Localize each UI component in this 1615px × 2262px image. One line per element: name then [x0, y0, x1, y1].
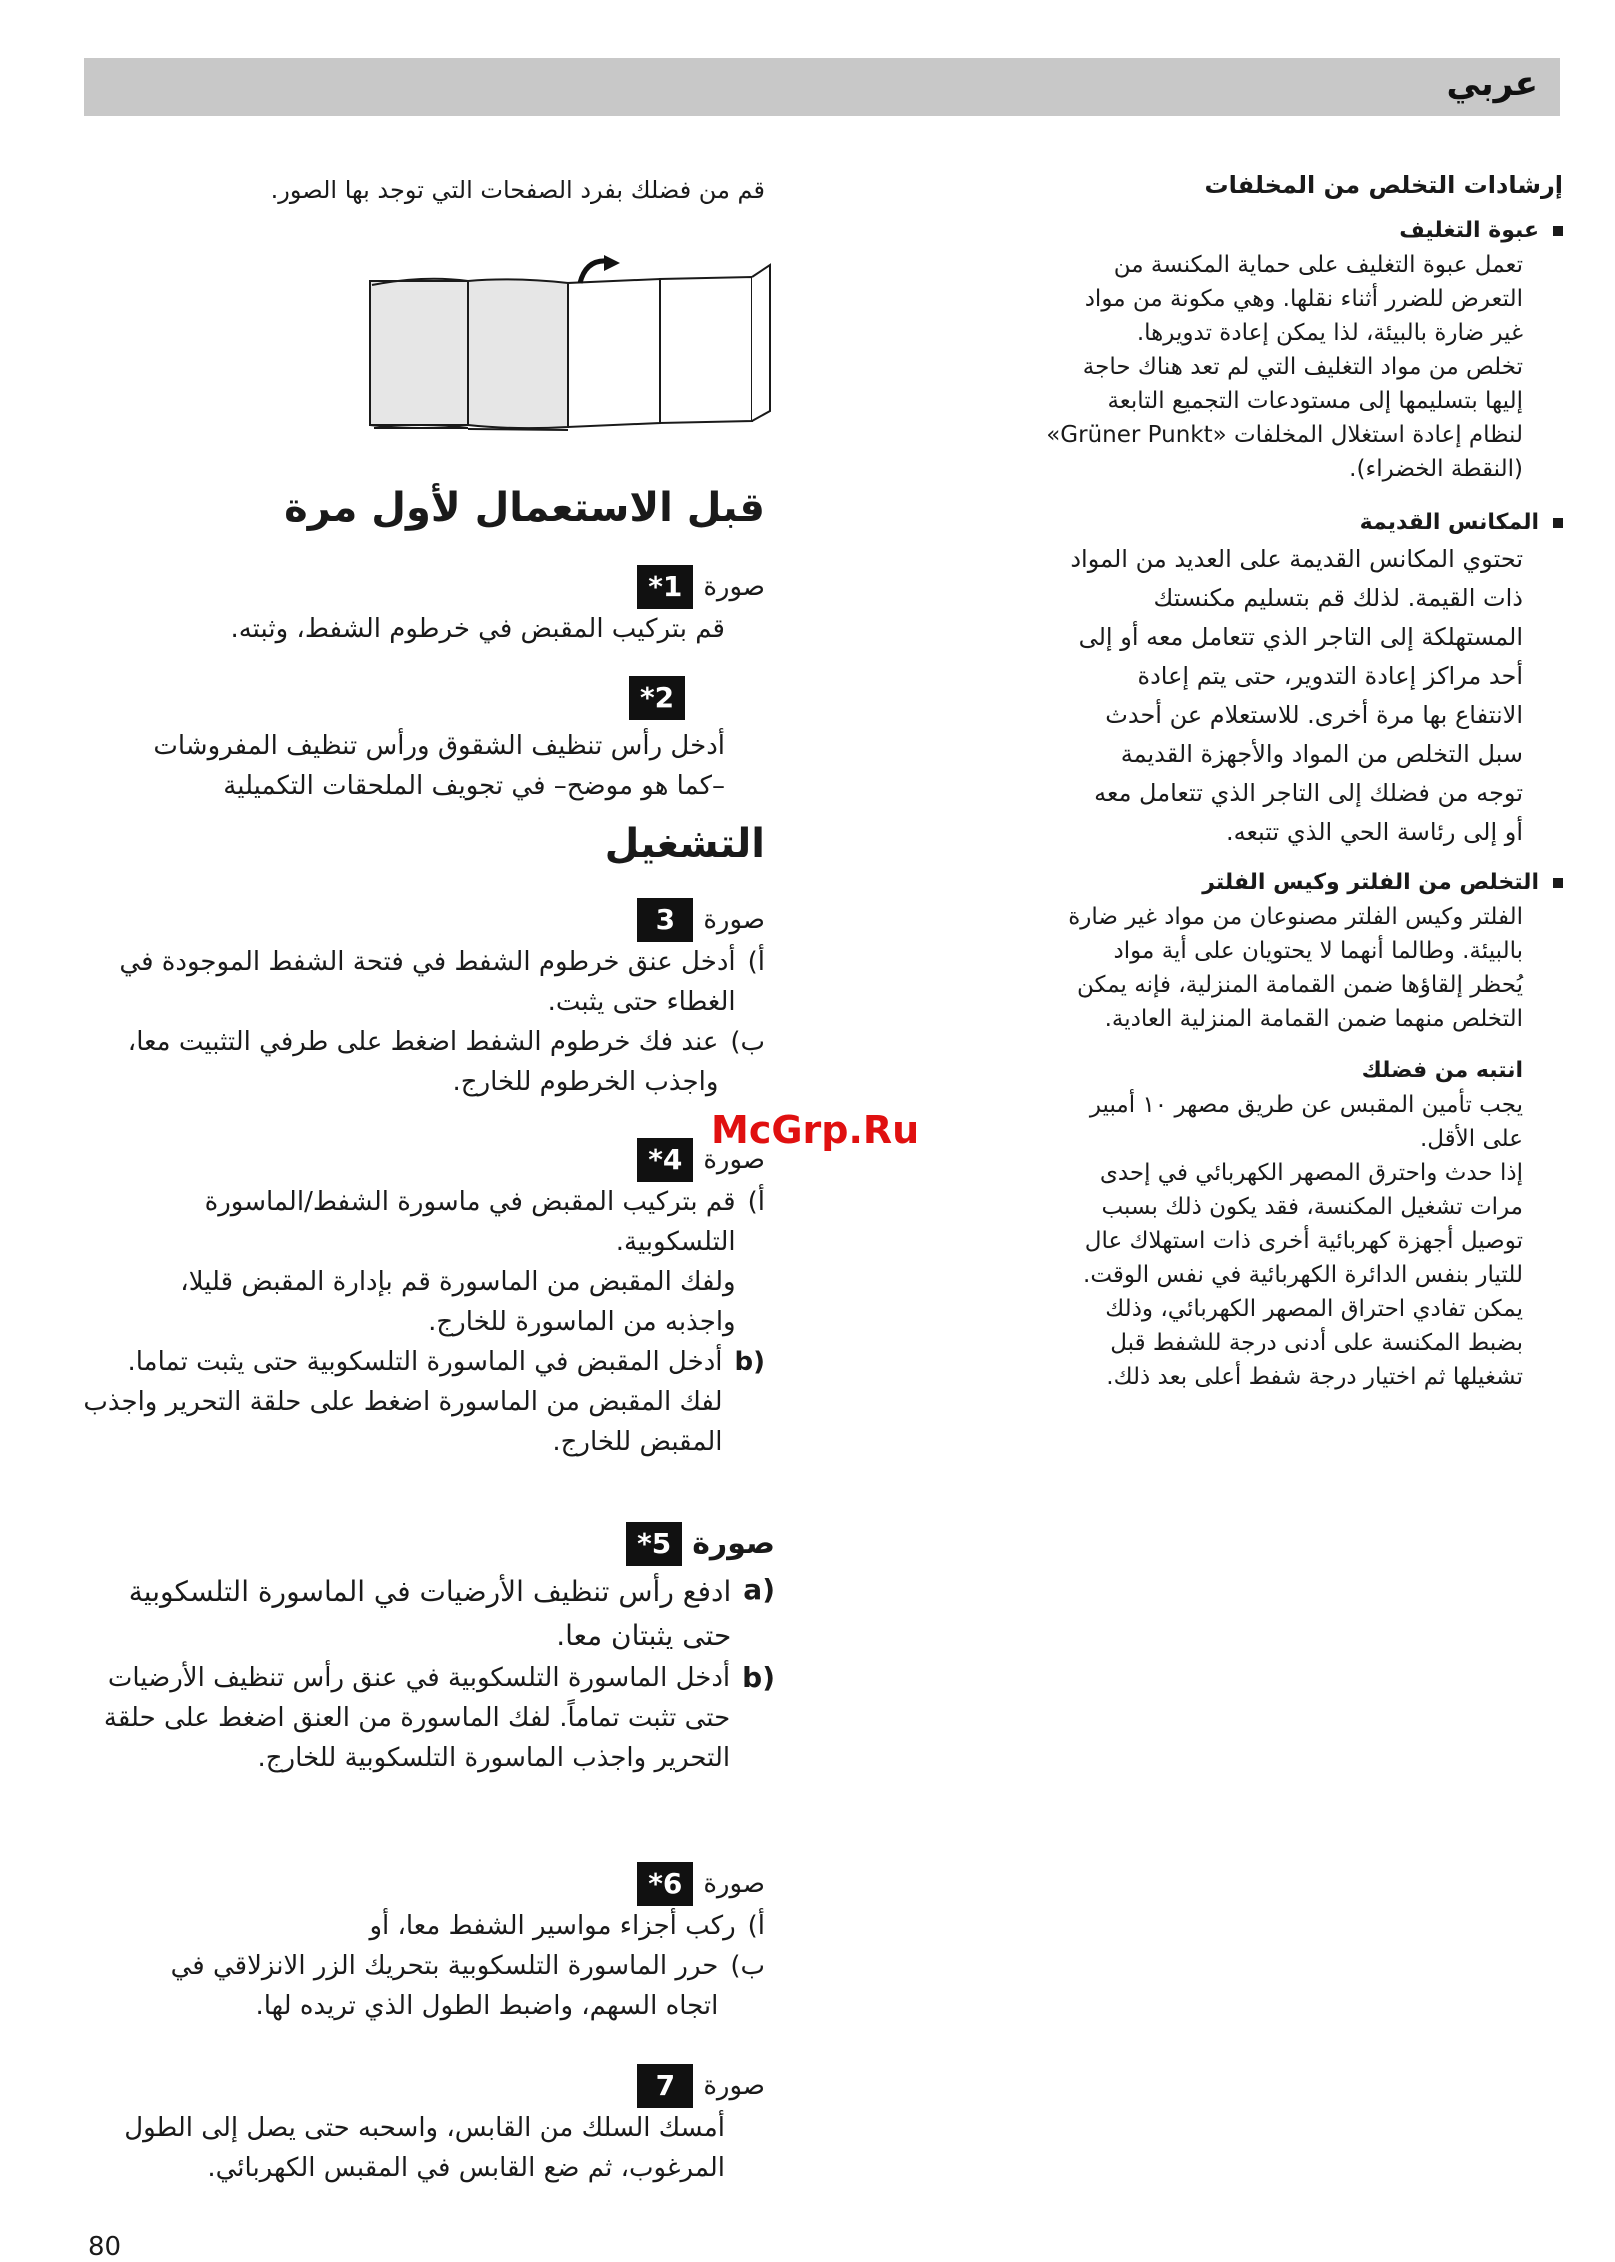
old-appliances-heading: المكانس القديمة — [1359, 510, 1539, 535]
body-line: ذات القيمة. لذلك قم بتسليم مكنستك — [1153, 584, 1523, 612]
old-appliances-body — [993, 540, 1523, 852]
body-line: مرات تشغيل المكنسة، فقد يكون ذلك بسبب — [1101, 1194, 1523, 1220]
figure-word: صورة — [703, 1869, 765, 1899]
section-title-first-use: قبل الاستعمال لأول مرة — [284, 485, 765, 531]
body-line: تخلص من مواد التغليف التي لم تعد هناك حاجة — [1082, 354, 1523, 380]
figure-number-box: *4 — [637, 1138, 693, 1182]
item-line: التحرير واجذب الماسورة التلسكوبية للخارج. — [257, 1743, 731, 1773]
item-line: المقبض للخارج. — [552, 1427, 723, 1457]
figure-2-block — [45, 676, 765, 806]
attention-body — [993, 1088, 1523, 1394]
body-line: للتيار بنفس الدائرة الكهربائية في نفس الوقت. — [1083, 1262, 1523, 1288]
figure-3-block — [45, 898, 765, 1102]
item-line: الغطاء حتى يثبت. — [547, 987, 736, 1017]
attention-section — [993, 1054, 1563, 1394]
item-line: اتجاه السهم، واضبط الطول الذي تريده لها. — [255, 1991, 719, 2021]
figure-word: صورة — [692, 1526, 775, 1561]
item-line: حرر الماسورة التلسكوبية بتحريك الزر الانزلاقي في — [170, 1951, 719, 1981]
item-line: واجذب الخرطوم للخارج. — [452, 1067, 719, 1097]
intro-text: قم من فضلك بفرد الصفحات التي توجد بها الصور. — [270, 176, 765, 204]
figure-number-box: *2 — [629, 676, 685, 720]
body-line: التخلص منهما ضمن القمامة المنزلية العادية. — [1104, 1006, 1523, 1032]
figure-7-block — [45, 2064, 765, 2188]
figure-number-box: *5 — [626, 1522, 682, 1566]
filter-heading: التخلص من الفلتر وكيس الفلتر — [1202, 870, 1539, 895]
bullet-square — [1553, 226, 1563, 236]
body-line: توجه من فضلك إلى التاجر الذي تتعامل معه — [1094, 779, 1523, 807]
figure-2-label — [45, 676, 765, 720]
right-column — [993, 168, 1563, 1394]
language-title: عربي — [1446, 64, 1538, 104]
figure-7-line: أمسك السلك من القابس، واسحبه حتى يصل إلى الطول — [124, 2113, 725, 2143]
list-item — [45, 942, 765, 1022]
item-marker: b) — [742, 1661, 775, 1694]
list-item — [35, 1570, 775, 1658]
item-line: حتى يثبتان معا. — [556, 1619, 732, 1652]
figure-6-block — [45, 1862, 765, 2026]
disposal-title: إرشادات التخلص من المخلفات — [1204, 171, 1563, 199]
list-item — [45, 1182, 765, 1342]
fold-pages-illustration — [364, 255, 784, 435]
figure-word: صورة — [703, 572, 765, 602]
attention-heading: انتبه من فضلك — [1361, 1058, 1523, 1083]
body-line: أو إلى رئاسة الحي الذي تتبعه. — [1225, 818, 1523, 846]
page-number: 80 — [88, 2232, 122, 2262]
body-line: تعمل عبوة التغليف على حماية المكنسة من — [1113, 252, 1523, 278]
item-line: أدخل عنق خرطوم الشفط في فتحة الشفط الموجودة في — [119, 947, 736, 977]
item-marker: a) — [743, 1573, 775, 1606]
bullet-square — [1553, 878, 1563, 888]
filter-body — [993, 900, 1523, 1036]
body-line: بضبط المكنسة على أدنى درجة للشفط قبل — [1110, 1330, 1523, 1356]
body-line: إليها بتسليمها إلى مستودعات التجميع التابعة — [1107, 388, 1523, 414]
body-line: غير ضارة بالبيئة، لذا يمكن إعادة تدويرها. — [1136, 320, 1523, 346]
bullet-square — [1553, 518, 1563, 528]
body-line: أحد مراكز إعادة التدوير، حتى يتم إعادة — [1137, 662, 1523, 690]
body-line: بالبيئة. وطالما أنهما لا يحتويان على أية مواد — [1113, 938, 1523, 964]
body-line: إذا حدث واحترق المصهر الكهربائي في إحدى — [1099, 1160, 1523, 1186]
body-line: تشغيلها ثم اختيار درجة شفط أعلى بعد ذلك. — [1106, 1364, 1523, 1390]
left-sections — [45, 480, 765, 536]
body-line: يمكن تفادي احتراق المصهر الكهربائي، وذلك — [1105, 1296, 1523, 1322]
body-line: لنظام إعادة استغلال المخلفات «Grüner Punkt» — [1046, 422, 1523, 448]
figure-7-label — [45, 2064, 765, 2108]
figure-4-label — [45, 1138, 765, 1182]
section-title-operation: التشغيل — [604, 821, 765, 867]
figure-5-label — [35, 1522, 775, 1566]
item-line: لفك المقبض من الماسورة اضغط على حلقة التحرير واجذب — [83, 1387, 723, 1417]
item-line: عند فك خرطوم الشفط اضغط على طرفي التثبيت معا، — [127, 1027, 719, 1057]
item-marker: ب) — [730, 1027, 765, 1057]
list-item — [35, 1658, 775, 1778]
packaging-heading-row — [993, 214, 1563, 248]
old-appliances-section — [993, 506, 1563, 852]
figure-5-block — [35, 1522, 775, 1778]
figure-word: صورة — [703, 905, 765, 935]
figure-number-box: *6 — [637, 1862, 693, 1906]
figure-2-line: –كما هو موضح– في تجويف الملحقات التكميلية — [223, 771, 725, 801]
item-line: ادفع رأس تنظيف الأرضيات في الماسورة التلسكوبية — [128, 1575, 732, 1608]
figure-4-block — [45, 1138, 765, 1462]
item-line: ولفك المقبض من الماسورة قم بإدارة المقبض قليلا، — [180, 1267, 736, 1297]
figure-1-label — [65, 565, 765, 609]
body-line: (النقطة الخضراء). — [1349, 456, 1523, 482]
figure-number-box: 7 — [637, 2064, 693, 2108]
filter-heading-row — [993, 866, 1563, 900]
list-item — [45, 1946, 765, 2026]
figure-6-label — [45, 1862, 765, 1906]
item-line: قم بتركيب المقبض في ماسورة الشفط/الماسورة — [204, 1187, 736, 1217]
list-item — [45, 1022, 765, 1102]
figure-1-block — [65, 565, 765, 649]
item-line: واجذبه من الماسورة للخارج. — [428, 1307, 736, 1337]
body-line: تحتوي المكانس القديمة على العديد من المواد — [1070, 545, 1523, 573]
body-line: التعرض للضرر أثناء نقلها. وهي مكونة من مواد — [1084, 286, 1523, 312]
body-line: الفلتر وكيس الفلتر مصنوعان من مواد غير ضارة — [1068, 904, 1523, 930]
item-marker: أ) — [747, 1911, 765, 1941]
old-heading-row — [993, 506, 1563, 540]
item-marker: ب) — [730, 1951, 765, 1981]
body-line: الانتفاع بها مرة أخرى. للاستعلام عن أحدث — [1105, 701, 1523, 729]
figure-7-line: المرغوب، ثم ضع القابس في المقبس الكهربائي. — [207, 2153, 725, 2183]
item-marker: أ) — [747, 947, 765, 977]
body-line: يجب تأمين المقبس عن طريق مصهر ١٠ أمبير — [1089, 1092, 1523, 1118]
body-line: توصيل أجهزة كهربائية أخرى ذات استهلاك عال — [1084, 1228, 1523, 1254]
item-marker: b) — [734, 1347, 765, 1377]
watermark: McGrp.Ru — [711, 1108, 920, 1152]
figure-1-text: قم بتركيب المقبض في خرطوم الشفط، وثبته. — [230, 614, 725, 644]
body-line: على الأقل. — [1419, 1126, 1523, 1152]
section-operation — [45, 816, 765, 872]
item-line: أدخل المقبض في الماسورة التلسكوبية حتى يثبت تماما. — [127, 1347, 723, 1377]
list-item — [45, 1906, 765, 1946]
item-line: حتى تثبت تماماً. لفك الماسورة من العنق اضغط على حلقة — [103, 1703, 731, 1733]
figure-word: صورة — [703, 1145, 765, 1175]
figure-number-box: *1 — [637, 565, 693, 609]
body-line: المستهلكة إلى التاجر الذي تتعامل معه أو إلى — [1078, 623, 1523, 651]
item-line: التلسكوبية. — [615, 1227, 736, 1257]
figure-3-label — [45, 898, 765, 942]
body-line: سبل التخلص من المواد والأجهزة القديمة — [1120, 740, 1523, 768]
packaging-heading: عبوة التغليف — [1399, 218, 1539, 243]
body-line: يُحظر إلقاؤها ضمن القمامة المنزلية، فإنه يمكن — [1077, 972, 1523, 998]
left-column — [65, 170, 765, 210]
figure-word: صورة — [703, 2071, 765, 2101]
packaging-body — [993, 248, 1523, 486]
header-bar — [84, 58, 1560, 116]
packaging-section — [993, 214, 1563, 486]
list-item — [45, 1342, 765, 1462]
figure-2-line: أدخل رأس تنظيف الشقوق ورأس تنظيف المفروشات — [153, 731, 725, 761]
item-marker: أ) — [747, 1187, 765, 1217]
item-line: أدخل الماسورة التلسكوبية في عنق رأس تنظيف الأرضيات — [107, 1663, 731, 1693]
filter-section — [993, 866, 1563, 1036]
figure-number-box: 3 — [637, 898, 693, 942]
item-line: ركب أجزاء مواسير الشفط معا، أو — [369, 1911, 736, 1941]
